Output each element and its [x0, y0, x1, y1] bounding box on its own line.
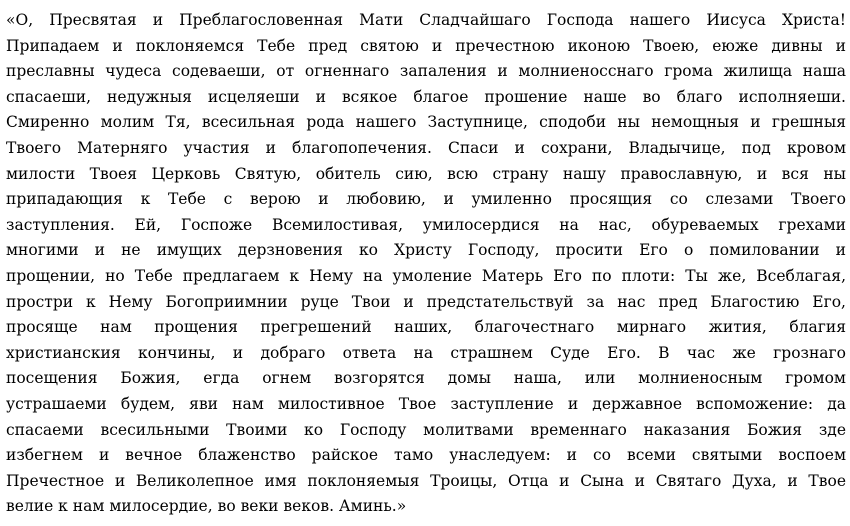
text-line: посещения Божия, егда огнем возгорятся домы наша, или молниеносным громом: [6, 369, 846, 388]
text-line: избегнем и вечное блаженство райское тамо унаследуем: и со всеми святыми воспоем: [6, 446, 846, 465]
text-line: милости Твоея Церковь Святую, обитель сию, всю страну нашу православную, и вся ны: [6, 164, 846, 183]
text-line: христианския кончины, и добраго ответа на страшнем Суде Его. В час же грознаго: [6, 343, 846, 362]
text-line: простри к Нему Богоприимнии руце Твои и предстательствуй за нас пред Благостию Его,: [6, 292, 846, 311]
text-line: просяще нам прощения прегрешений наших, благочестнаго мирнаго жития, благия: [6, 318, 846, 337]
prayer-text: [6, 8, 846, 520]
text-line: «О, Пресвятая и Преблагословенная Мати Сладчайшаго Господа нашего Иисуса Христа!: [6, 11, 846, 29]
text-line: Твоего Матерняго участия и благопопечения. Спаси и сохрани, Владычице, под кровом: [6, 138, 846, 157]
text-line-last: велие к нам милосердие, во веки веков. Аминь.»: [6, 497, 407, 516]
text-line: заступления. Ей, Госпоже Всемилостивая, умилосердися на нас, обуреваемых грехами: [6, 215, 846, 234]
text-line: спасаеми всесильными Твоими ко Господу молитвами временнаго наказания Божия зде: [6, 420, 846, 439]
text-line: многими и не имущих дерзновения ко Христу Господу, просити Его о помиловании и: [6, 241, 846, 260]
text-line: спасаеши, недужныя исцеляеши и всякое благое прошение наше во благо исполняеши.: [6, 87, 846, 106]
text-line: припадающия к Тебе с верою и любовию, и умиленно просящия со слезами Твоего: [6, 190, 846, 209]
text-line: Пречестное и Великолепное имя поклоняемыя Троицы, Отца и Сына и Святаго Духа, и Твое: [6, 471, 846, 490]
text-line: устрашаеми будем, яви нам милостивное Твое заступление и державное вспоможение: да: [6, 394, 846, 413]
text-line: Смиренно молим Тя, всесильная рода нашего Заступнице, сподоби ны немощныя и грешныя: [6, 113, 846, 132]
text-line: Припадаем и поклоняемся Тебе пред святою и пречестною иконою Твоею, еюже дивны и: [6, 36, 846, 55]
text-line: прощении, но Тебе предлагаем к Нему на умоление Матерь Его по плоти: Ты же, Всеблагая,: [6, 266, 846, 285]
text-line: преславны чудеса содеваеши, от огненнаго запаления и молниеносснаго грома жилища наша: [6, 62, 846, 81]
